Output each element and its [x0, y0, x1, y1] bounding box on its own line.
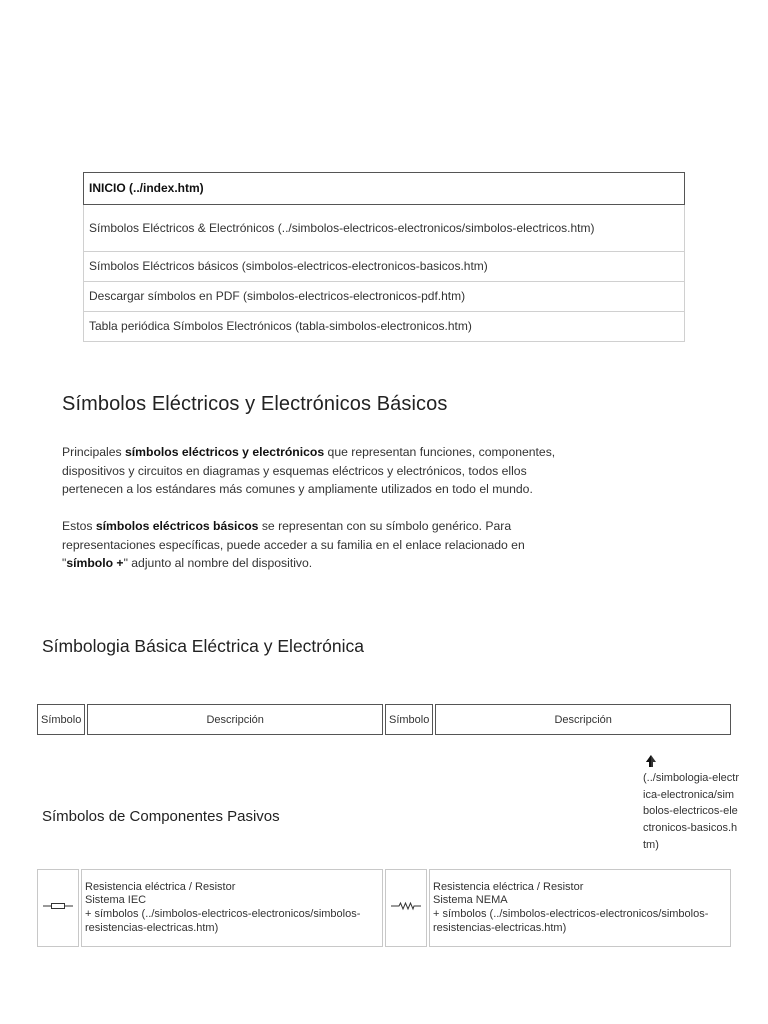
- symbology-title: Símbologia Básica Eléctrica y Electrónica: [42, 636, 364, 656]
- description-cell: [429, 869, 731, 947]
- component-name: Resistencia eléctrica / Resistor: [85, 880, 236, 893]
- basic-symbols-paragraph: [62, 517, 562, 573]
- component-system: Sistema NEMA: [433, 894, 508, 907]
- nav-link-download-pdf[interactable]: Descargar símbolos en PDF (simbolos-electricos-electronicos-pdf.htm): [84, 282, 685, 312]
- intro-paragraph: [62, 443, 562, 499]
- nav-link-symbols[interactable]: Símbolos Eléctricos & Electrónicos (../simbolos-electricos-electronicos/simbolos-electricos.htm): [84, 205, 685, 252]
- symbol-cell: [37, 869, 79, 947]
- up-arrow-icon: [644, 754, 658, 768]
- basic-text-end: " adjunto al nombre del dispositivo.: [123, 556, 313, 571]
- passive-components-table: [35, 869, 733, 947]
- symbol-plus-bold-text: símbolo +: [66, 556, 124, 571]
- nav-link-basic-symbols[interactable]: Símbolos Eléctricos básicos (simbolos-electricos-electronicos-basicos.htm): [84, 252, 685, 282]
- basic-text-middle: se representan con su símbolo genérico. Para representaciones específicas, puede acceder a su familia en el enlace relacionado en ": [62, 519, 525, 571]
- resistor-nema-icon: [390, 900, 422, 912]
- back-link-text[interactable]: (../simbologia-electrica-electronica/simbolos-electricos-electronicos-basicos.htm): [643, 772, 739, 851]
- nav-link-home[interactable]: INICIO (../index.htm): [84, 173, 685, 205]
- header-symbol-left: Símbolo: [37, 704, 85, 735]
- passive-components-title: Símbolos de Componentes Pasivos: [42, 808, 280, 825]
- nav-menu: [83, 172, 685, 342]
- page-title: Símbolos Eléctricos y Electrónicos Básicos: [62, 393, 448, 415]
- symbol-table-header: [35, 704, 733, 735]
- basic-text-start: Estos: [62, 519, 96, 533]
- intro-text-start: Principales: [62, 445, 125, 459]
- table-row: [37, 869, 731, 947]
- intro-bold-text: símbolos eléctricos y electrónicos: [125, 445, 325, 459]
- description-cell: [81, 869, 383, 947]
- component-name: Resistencia eléctrica / Resistor: [433, 880, 584, 893]
- header-description-right: Descripción: [435, 704, 731, 735]
- more-symbols-link[interactable]: + símbolos (../simbolos-electricos-electronicos/simbolos-resistencias-electricas.htm): [433, 908, 709, 934]
- symbol-cell: [385, 869, 427, 947]
- header-symbol-right: Símbolo: [385, 704, 433, 735]
- intro-text-end: que representan funciones, componentes, dispositivos y circuitos en diagramas y esquemas eléctricos y electrónicos, todos ellos pertenecen a los estándares más comunes y ampliamente utilizados en todo el mundo.: [62, 445, 556, 497]
- back-link[interactable]: [643, 754, 739, 854]
- basic-bold-text: símbolos eléctricos básicos: [95, 519, 259, 533]
- header-description-left: Descripción: [87, 704, 383, 735]
- more-symbols-link[interactable]: + símbolos (../simbolos-electricos-electronicos/simbolos-resistencias-electricas.htm): [85, 908, 361, 934]
- resistor-iec-icon: [42, 900, 74, 912]
- nav-link-periodic-table[interactable]: Tabla periódica Símbolos Electrónicos (tabla-simbolos-electronicos.htm): [84, 312, 685, 342]
- component-system: Sistema IEC: [85, 894, 147, 907]
